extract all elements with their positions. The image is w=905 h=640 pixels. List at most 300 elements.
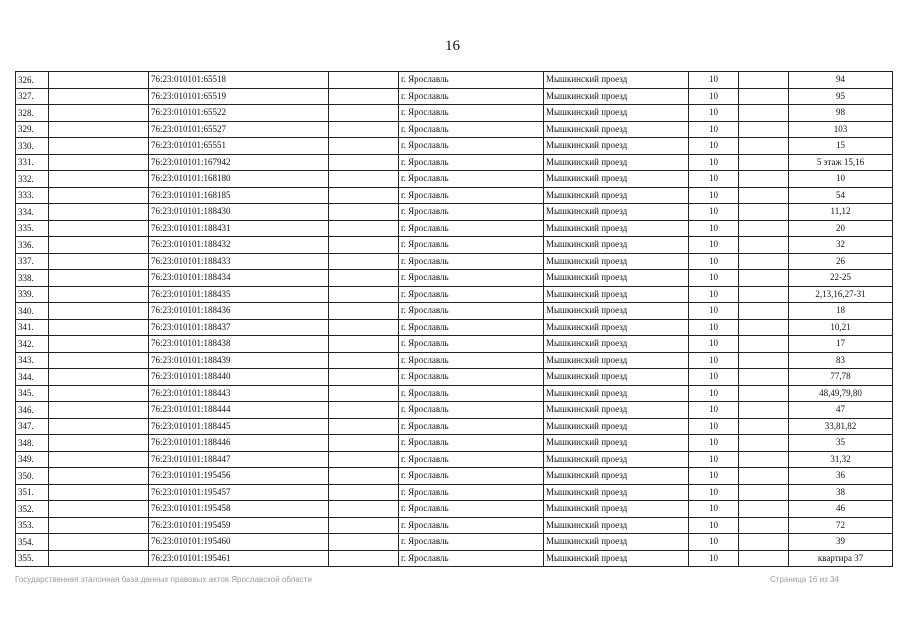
row-number-cell: 343. <box>16 352 49 369</box>
city-cell: г. Ярославль <box>399 435 544 452</box>
apartment-cell: 22-25 <box>789 270 893 287</box>
empty-cell <box>329 88 399 105</box>
table-row <box>16 253 893 270</box>
apartment-cell: 15 <box>789 138 893 155</box>
city-cell: г. Ярославль <box>399 121 544 138</box>
house-number-cell: 10 <box>689 336 739 353</box>
street-cell: Мышкинский проезд <box>544 451 689 468</box>
cadastral-number-cell: 76:23:010101:65527 <box>149 121 329 138</box>
street-cell: Мышкинский проезд <box>544 336 689 353</box>
street-cell: Мышкинский проезд <box>544 534 689 551</box>
empty-cell <box>739 336 789 353</box>
house-number-cell: 10 <box>689 517 739 534</box>
street-cell: Мышкинский проезд <box>544 105 689 122</box>
apartment-cell: 5 этаж 15,16 <box>789 154 893 171</box>
city-cell: г. Ярославль <box>399 286 544 303</box>
house-number-cell: 10 <box>689 138 739 155</box>
street-cell: Мышкинский проезд <box>544 154 689 171</box>
empty-cell <box>49 319 149 336</box>
table-row <box>16 204 893 221</box>
table-row <box>16 187 893 204</box>
city-cell: г. Ярославль <box>399 484 544 501</box>
row-number-cell: 340. <box>16 303 49 320</box>
apartment-cell: 36 <box>789 468 893 485</box>
row-number-cell: 352. <box>16 501 49 518</box>
empty-cell <box>329 187 399 204</box>
empty-cell <box>329 517 399 534</box>
apartment-cell: 11,12 <box>789 204 893 221</box>
house-number-cell: 10 <box>689 484 739 501</box>
row-number-cell: 330. <box>16 138 49 155</box>
cadastral-number-cell: 76:23:010101:188446 <box>149 435 329 452</box>
apartment-cell: 33,81,82 <box>789 418 893 435</box>
empty-cell <box>329 336 399 353</box>
empty-cell <box>49 435 149 452</box>
cadastral-number-cell: 76:23:010101:195456 <box>149 468 329 485</box>
cadastral-number-cell: 76:23:010101:188433 <box>149 253 329 270</box>
street-cell: Мышкинский проезд <box>544 187 689 204</box>
table-row <box>16 319 893 336</box>
cadastral-number-cell: 76:23:010101:188444 <box>149 402 329 419</box>
row-number-cell: 342. <box>16 336 49 353</box>
street-cell: Мышкинский проезд <box>544 402 689 419</box>
street-cell: Мышкинский проезд <box>544 303 689 320</box>
apartment-cell: 38 <box>789 484 893 501</box>
table-row <box>16 105 893 122</box>
apartment-cell: 98 <box>789 105 893 122</box>
empty-cell <box>739 550 789 567</box>
apartment-cell: 2,13,16,27-31 <box>789 286 893 303</box>
empty-cell <box>49 88 149 105</box>
row-number-cell: 336. <box>16 237 49 254</box>
empty-cell <box>329 237 399 254</box>
house-number-cell: 10 <box>689 72 739 89</box>
empty-cell <box>739 105 789 122</box>
empty-cell <box>49 385 149 402</box>
row-number-cell: 354. <box>16 534 49 551</box>
empty-cell <box>49 352 149 369</box>
table-row <box>16 237 893 254</box>
empty-cell <box>739 435 789 452</box>
house-number-cell: 10 <box>689 435 739 452</box>
apartment-cell: 103 <box>789 121 893 138</box>
empty-cell <box>49 237 149 254</box>
registry-table-body <box>16 72 893 567</box>
cadastral-number-cell: 76:23:010101:188439 <box>149 352 329 369</box>
empty-cell <box>739 220 789 237</box>
empty-cell <box>49 204 149 221</box>
row-number-cell: 350. <box>16 468 49 485</box>
empty-cell <box>49 534 149 551</box>
empty-cell <box>49 418 149 435</box>
empty-cell <box>49 517 149 534</box>
apartment-cell: 20 <box>789 220 893 237</box>
empty-cell <box>739 204 789 221</box>
cadastral-number-cell: 76:23:010101:188434 <box>149 270 329 287</box>
apartment-cell: 72 <box>789 517 893 534</box>
apartment-cell: 47 <box>789 402 893 419</box>
cadastral-number-cell: 76:23:010101:188438 <box>149 336 329 353</box>
city-cell: г. Ярославль <box>399 369 544 386</box>
house-number-cell: 10 <box>689 319 739 336</box>
row-number-cell: 341. <box>16 319 49 336</box>
cadastral-number-cell: 76:23:010101:188437 <box>149 319 329 336</box>
empty-cell <box>739 468 789 485</box>
street-cell: Мышкинский проезд <box>544 138 689 155</box>
city-cell: г. Ярославль <box>399 171 544 188</box>
table-row <box>16 303 893 320</box>
empty-cell <box>739 501 789 518</box>
empty-cell <box>739 138 789 155</box>
street-cell: Мышкинский проезд <box>544 121 689 138</box>
empty-cell <box>329 286 399 303</box>
empty-cell <box>49 303 149 320</box>
cadastral-number-cell: 76:23:010101:188436 <box>149 303 329 320</box>
street-cell: Мышкинский проезд <box>544 88 689 105</box>
empty-cell <box>329 435 399 452</box>
street-cell: Мышкинский проезд <box>544 418 689 435</box>
row-number-cell: 351. <box>16 484 49 501</box>
city-cell: г. Ярославль <box>399 319 544 336</box>
empty-cell <box>329 253 399 270</box>
table-row <box>16 385 893 402</box>
empty-cell <box>49 171 149 188</box>
row-number-cell: 348. <box>16 435 49 452</box>
apartment-cell: 32 <box>789 237 893 254</box>
table-row <box>16 534 893 551</box>
row-number-cell: 328. <box>16 105 49 122</box>
table-row <box>16 171 893 188</box>
empty-cell <box>49 336 149 353</box>
street-cell: Мышкинский проезд <box>544 435 689 452</box>
empty-cell <box>49 550 149 567</box>
row-number-cell: 346. <box>16 402 49 419</box>
house-number-cell: 10 <box>689 253 739 270</box>
apartment-cell: 95 <box>789 88 893 105</box>
cadastral-number-cell: 76:23:010101:65551 <box>149 138 329 155</box>
house-number-cell: 10 <box>689 270 739 287</box>
cadastral-number-cell: 76:23:010101:188440 <box>149 369 329 386</box>
table-row <box>16 336 893 353</box>
empty-cell <box>49 72 149 89</box>
apartment-cell: 46 <box>789 501 893 518</box>
empty-cell <box>329 204 399 221</box>
empty-cell <box>739 154 789 171</box>
empty-cell <box>739 385 789 402</box>
apartment-cell: 83 <box>789 352 893 369</box>
empty-cell <box>329 220 399 237</box>
house-number-cell: 10 <box>689 171 739 188</box>
city-cell: г. Ярославль <box>399 154 544 171</box>
cadastral-number-cell: 76:23:010101:188431 <box>149 220 329 237</box>
city-cell: г. Ярославль <box>399 138 544 155</box>
row-number-cell: 355. <box>16 550 49 567</box>
footer-source: Государственная эталонная база данных правовых актов Ярославской области <box>15 575 312 584</box>
row-number-cell: 345. <box>16 385 49 402</box>
table-row <box>16 369 893 386</box>
empty-cell <box>49 451 149 468</box>
empty-cell <box>739 517 789 534</box>
empty-cell <box>329 352 399 369</box>
city-cell: г. Ярославль <box>399 468 544 485</box>
house-number-cell: 10 <box>689 385 739 402</box>
row-number-cell: 327. <box>16 88 49 105</box>
street-cell: Мышкинский проезд <box>544 517 689 534</box>
house-number-cell: 10 <box>689 369 739 386</box>
apartment-cell: 31,32 <box>789 451 893 468</box>
house-number-cell: 10 <box>689 187 739 204</box>
empty-cell <box>329 171 399 188</box>
empty-cell <box>49 154 149 171</box>
empty-cell <box>329 319 399 336</box>
city-cell: г. Ярославль <box>399 72 544 89</box>
row-number-cell: 337. <box>16 253 49 270</box>
empty-cell <box>49 402 149 419</box>
city-cell: г. Ярославль <box>399 204 544 221</box>
empty-cell <box>739 171 789 188</box>
empty-cell <box>329 501 399 518</box>
street-cell: Мышкинский проезд <box>544 204 689 221</box>
house-number-cell: 10 <box>689 204 739 221</box>
registry-table <box>15 71 893 567</box>
empty-cell <box>329 154 399 171</box>
city-cell: г. Ярославль <box>399 418 544 435</box>
street-cell: Мышкинский проезд <box>544 352 689 369</box>
empty-cell <box>739 451 789 468</box>
apartment-cell: 10,21 <box>789 319 893 336</box>
city-cell: г. Ярославль <box>399 270 544 287</box>
apartment-cell: 94 <box>789 72 893 89</box>
empty-cell <box>49 468 149 485</box>
street-cell: Мышкинский проезд <box>544 501 689 518</box>
house-number-cell: 10 <box>689 501 739 518</box>
house-number-cell: 10 <box>689 237 739 254</box>
table-row <box>16 138 893 155</box>
empty-cell <box>739 352 789 369</box>
table-row <box>16 402 893 419</box>
cadastral-number-cell: 76:23:010101:65522 <box>149 105 329 122</box>
empty-cell <box>49 105 149 122</box>
table-row <box>16 550 893 567</box>
empty-cell <box>329 270 399 287</box>
apartment-cell: 39 <box>789 534 893 551</box>
cadastral-number-cell: 76:23:010101:168185 <box>149 187 329 204</box>
cadastral-number-cell: 76:23:010101:195460 <box>149 534 329 551</box>
apartment-cell: 26 <box>789 253 893 270</box>
row-number-cell: 335. <box>16 220 49 237</box>
apartment-cell: 17 <box>789 336 893 353</box>
empty-cell <box>739 72 789 89</box>
apartment-cell: 10 <box>789 171 893 188</box>
empty-cell <box>739 369 789 386</box>
row-number-cell: 331. <box>16 154 49 171</box>
row-number-cell: 339. <box>16 286 49 303</box>
row-number-cell: 332. <box>16 171 49 188</box>
street-cell: Мышкинский проезд <box>544 550 689 567</box>
apartment-cell: 48,49,79,80 <box>789 385 893 402</box>
street-cell: Мышкинский проезд <box>544 220 689 237</box>
empty-cell <box>739 303 789 320</box>
empty-cell <box>49 220 149 237</box>
street-cell: Мышкинский проезд <box>544 270 689 287</box>
city-cell: г. Ярославль <box>399 237 544 254</box>
empty-cell <box>49 286 149 303</box>
empty-cell <box>329 534 399 551</box>
cadastral-number-cell: 76:23:010101:195458 <box>149 501 329 518</box>
empty-cell <box>739 402 789 419</box>
table-row <box>16 121 893 138</box>
city-cell: г. Ярославль <box>399 187 544 204</box>
city-cell: г. Ярославль <box>399 303 544 320</box>
cadastral-number-cell: 76:23:010101:195457 <box>149 484 329 501</box>
cadastral-number-cell: 76:23:010101:195459 <box>149 517 329 534</box>
empty-cell <box>739 534 789 551</box>
cadastral-number-cell: 76:23:010101:188447 <box>149 451 329 468</box>
city-cell: г. Ярославль <box>399 501 544 518</box>
empty-cell <box>739 121 789 138</box>
house-number-cell: 10 <box>689 105 739 122</box>
table-row <box>16 451 893 468</box>
empty-cell <box>739 187 789 204</box>
table-row <box>16 286 893 303</box>
table-row <box>16 468 893 485</box>
street-cell: Мышкинский проезд <box>544 171 689 188</box>
row-number-cell: 326. <box>16 72 49 89</box>
table-row <box>16 154 893 171</box>
row-number-cell: 329. <box>16 121 49 138</box>
house-number-cell: 10 <box>689 418 739 435</box>
empty-cell <box>739 418 789 435</box>
house-number-cell: 10 <box>689 451 739 468</box>
row-number-cell: 347. <box>16 418 49 435</box>
empty-cell <box>739 270 789 287</box>
table-row <box>16 220 893 237</box>
empty-cell <box>49 501 149 518</box>
row-number-cell: 353. <box>16 517 49 534</box>
house-number-cell: 10 <box>689 220 739 237</box>
empty-cell <box>329 468 399 485</box>
table-row <box>16 88 893 105</box>
empty-cell <box>329 451 399 468</box>
city-cell: г. Ярославль <box>399 451 544 468</box>
city-cell: г. Ярославль <box>399 550 544 567</box>
table-row <box>16 435 893 452</box>
empty-cell <box>49 121 149 138</box>
table-row <box>16 484 893 501</box>
apartment-cell: 35 <box>789 435 893 452</box>
street-cell: Мышкинский проезд <box>544 369 689 386</box>
empty-cell <box>739 237 789 254</box>
apartment-cell: 54 <box>789 187 893 204</box>
house-number-cell: 10 <box>689 534 739 551</box>
city-cell: г. Ярославль <box>399 105 544 122</box>
row-number-cell: 334. <box>16 204 49 221</box>
empty-cell <box>329 72 399 89</box>
empty-cell <box>329 121 399 138</box>
city-cell: г. Ярославль <box>399 88 544 105</box>
empty-cell <box>49 484 149 501</box>
house-number-cell: 10 <box>689 88 739 105</box>
city-cell: г. Ярославль <box>399 385 544 402</box>
footer-page-count: Страница 16 из 34 <box>770 575 839 584</box>
cadastral-number-cell: 76:23:010101:167942 <box>149 154 329 171</box>
empty-cell <box>739 88 789 105</box>
city-cell: г. Ярославль <box>399 352 544 369</box>
cadastral-number-cell: 76:23:010101:195461 <box>149 550 329 567</box>
street-cell: Мышкинский проезд <box>544 385 689 402</box>
city-cell: г. Ярославль <box>399 253 544 270</box>
row-number-cell: 338. <box>16 270 49 287</box>
house-number-cell: 10 <box>689 352 739 369</box>
table-row <box>16 517 893 534</box>
row-number-cell: 333. <box>16 187 49 204</box>
table-row <box>16 270 893 287</box>
city-cell: г. Ярославль <box>399 220 544 237</box>
empty-cell <box>329 385 399 402</box>
row-number-cell: 349. <box>16 451 49 468</box>
street-cell: Мышкинский проезд <box>544 468 689 485</box>
table-row <box>16 418 893 435</box>
house-number-cell: 10 <box>689 402 739 419</box>
empty-cell <box>739 484 789 501</box>
empty-cell <box>329 369 399 386</box>
house-number-cell: 10 <box>689 121 739 138</box>
street-cell: Мышкинский проезд <box>544 319 689 336</box>
page-number: 16 <box>445 38 460 54</box>
apartment-cell: 77,78 <box>789 369 893 386</box>
city-cell: г. Ярославль <box>399 534 544 551</box>
city-cell: г. Ярославль <box>399 517 544 534</box>
city-cell: г. Ярославль <box>399 336 544 353</box>
empty-cell <box>49 270 149 287</box>
house-number-cell: 10 <box>689 468 739 485</box>
table-row <box>16 352 893 369</box>
street-cell: Мышкинский проезд <box>544 237 689 254</box>
street-cell: Мышкинский проезд <box>544 253 689 270</box>
empty-cell <box>329 138 399 155</box>
cadastral-number-cell: 76:23:010101:188435 <box>149 286 329 303</box>
empty-cell <box>329 303 399 320</box>
city-cell: г. Ярославль <box>399 402 544 419</box>
cadastral-number-cell: 76:23:010101:188432 <box>149 237 329 254</box>
table-row <box>16 501 893 518</box>
table-row <box>16 72 893 89</box>
empty-cell <box>49 138 149 155</box>
empty-cell <box>329 105 399 122</box>
empty-cell <box>739 253 789 270</box>
apartment-cell: 18 <box>789 303 893 320</box>
empty-cell <box>329 550 399 567</box>
cadastral-number-cell: 76:23:010101:188445 <box>149 418 329 435</box>
empty-cell <box>49 369 149 386</box>
empty-cell <box>49 253 149 270</box>
cadastral-number-cell: 76:23:010101:168180 <box>149 171 329 188</box>
street-cell: Мышкинский проезд <box>544 72 689 89</box>
apartment-cell: квартира 37 <box>789 550 893 567</box>
street-cell: Мышкинский проезд <box>544 286 689 303</box>
empty-cell <box>49 187 149 204</box>
street-cell: Мышкинский проезд <box>544 484 689 501</box>
cadastral-number-cell: 76:23:010101:65519 <box>149 88 329 105</box>
empty-cell <box>329 418 399 435</box>
house-number-cell: 10 <box>689 154 739 171</box>
cadastral-number-cell: 76:23:010101:188430 <box>149 204 329 221</box>
house-number-cell: 10 <box>689 550 739 567</box>
empty-cell <box>329 484 399 501</box>
empty-cell <box>329 402 399 419</box>
house-number-cell: 10 <box>689 303 739 320</box>
cadastral-number-cell: 76:23:010101:188443 <box>149 385 329 402</box>
